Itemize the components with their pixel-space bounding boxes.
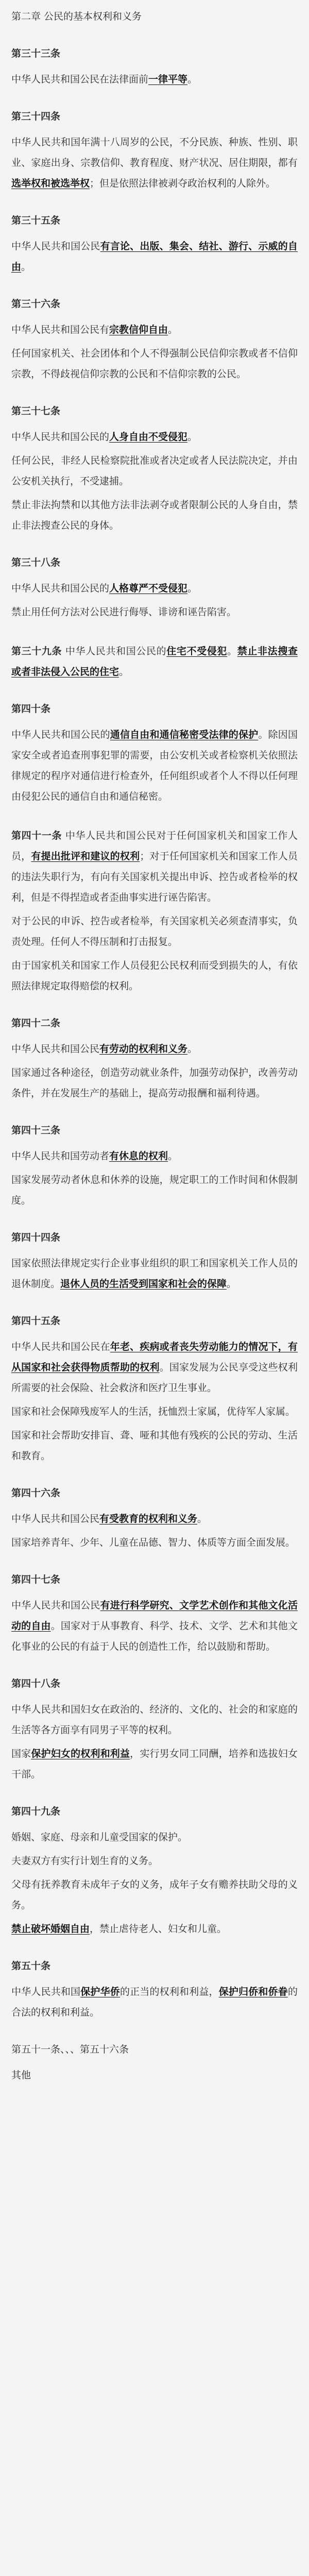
article-title: 第四十八条: [11, 1678, 61, 1689]
highlighted-text: 退休人员的生活受到国家和社会的保障: [60, 1278, 227, 1290]
article: [11, 1229, 298, 1294]
article-paragraph: [11, 1595, 298, 1657]
article-title: 第三十四条: [11, 111, 61, 122]
article-paragraph: [11, 825, 298, 908]
highlighted-text: 通信自由和通信秘密受法律的保护: [110, 729, 259, 740]
article-text: 中华人民共和国公民的: [11, 431, 110, 443]
article-title: 第五十条: [11, 1960, 51, 1972]
article-text: 中华人民共和国公民的: [11, 583, 110, 594]
highlighted-text: 年老、疾病或者丧失劳动能力的情况下，有从国家和社会获得物质帮助的权利: [11, 1341, 298, 1373]
article: [11, 1313, 298, 1466]
article-paragraph: [11, 724, 298, 807]
highlighted-text: 保护归侨和侨眷: [218, 1986, 288, 1997]
article-paragraph: [11, 1919, 298, 1939]
highlighted-text: 禁止非法搜查或者非法侵入公民的住宅: [11, 646, 298, 677]
article: [11, 1015, 298, 1104]
article: [11, 296, 298, 384]
article-text: 。: [21, 261, 31, 273]
article-text: 夫妻双方有实行计划生育的义务。: [11, 1855, 159, 1867]
article-text: ；但是依照法律被剥夺政治权利的人除外。: [90, 178, 276, 189]
article-title: 第四十二条: [11, 1018, 61, 1029]
article-paragraph: [11, 1699, 298, 1740]
highlighted-text: 有提出批评和建议的权利: [31, 851, 140, 862]
article-paragraph: [11, 495, 298, 536]
article-paragraph: [11, 2065, 298, 2086]
article-text: 国家和社会帮助安排盲、聋、哑和其他有残疾的公民的劳动、生活和教育。: [11, 1430, 298, 1462]
article-paragraph: [11, 1039, 298, 1059]
article-text: 。: [227, 1278, 237, 1290]
highlighted-text: 选举权和被选举权: [11, 178, 90, 189]
article-paragraph: [11, 1401, 298, 1422]
highlighted-text: 住宅不受侵犯: [166, 646, 228, 657]
article-paragraph: [11, 1146, 298, 1166]
article-text: ，禁止虐待老人、妇女和儿童。: [90, 1923, 227, 1935]
article-title: 第四十七条: [11, 1574, 61, 1585]
article-text: 中华人民共和国年满十八周岁的公民，不分民族、种族、性别、职业、家庭出身、宗教信仰、教育程度、财产状况、居住期限，都有: [11, 137, 298, 168]
article: [11, 1958, 298, 2023]
article-text: 的合法的权利和利益。: [11, 1986, 298, 2018]
article-text: 国家培养青年、少年、儿童在品德、智力、体质等方面全面发展。: [11, 1537, 296, 1548]
article-title: 第五十一条、、、第五十六条: [11, 2044, 129, 2055]
article-text: 中华人民共和国公民在: [11, 1341, 110, 1352]
article: [11, 2041, 298, 2086]
article-text: 任何公民，非经人民检察院批准或者决定或者人民法院决定，并由公安机关执行，不受逮捕。: [11, 455, 298, 487]
article-text: 。: [187, 74, 198, 85]
article-title: 第三十九条: [11, 646, 62, 657]
article-text: 中华人民共和国公民有: [11, 324, 110, 335]
article: [11, 1803, 298, 1939]
article-text: 。: [187, 583, 198, 594]
highlighted-text: 有休息的权利: [109, 1150, 168, 1162]
article-paragraph: [11, 1874, 298, 1916]
article-paragraph: [11, 578, 298, 599]
article-title: 第三十七条: [11, 405, 61, 417]
article-list: [11, 45, 298, 2086]
article-paragraph: [11, 602, 298, 622]
article-text: 中华人民共和国公民: [11, 1600, 100, 1611]
article-paragraph: [11, 1253, 298, 1294]
article-paragraph: [11, 1062, 298, 1104]
article-paragraph: [11, 641, 298, 682]
article-text: ，实行男女同工同酬，培养和选拔妇女干部。: [11, 1748, 298, 1780]
highlighted-text: 有进行科学研究、文学艺术创作和其他文化活动的自由: [11, 1600, 298, 1632]
article-text: 任何国家机关、社会团体和个人不得强制公民信仰宗教或者不信仰宗教，不得歧视信仰宗教的公民和不信仰宗教的公民。: [11, 348, 298, 380]
highlighted-text: 一律平等: [148, 74, 188, 85]
article-title: 第四十四条: [11, 1232, 61, 1243]
article-text: 中华人民共和国公民的: [11, 729, 110, 740]
highlighted-text: 有劳动的权利和义务: [99, 1043, 188, 1055]
chapter-title: 第二章 公民的基本权利和义务: [11, 11, 142, 22]
article-text: 国家发展劳动者休息和休养的设施，规定职工的工作时间和休假制度。: [11, 1174, 298, 1206]
article-paragraph: [11, 955, 298, 996]
highlighted-text: 保护华侨: [80, 1986, 120, 1997]
article-text: 中华人民共和国: [11, 1986, 81, 1997]
article-text: 中华人民共和国劳动者: [11, 1150, 110, 1162]
article-title: 第四十三条: [11, 1125, 61, 1136]
article-paragraph: [11, 1981, 298, 2023]
article-paragraph: [11, 236, 298, 277]
article-text: 国家和社会保障残废军人的生活，抚恤烈士家属，优待军人家属。: [11, 1406, 296, 1417]
article-title: 第三十八条: [11, 557, 61, 568]
article-text: 。: [168, 1150, 178, 1162]
article-text: 。: [187, 431, 198, 443]
article: [11, 1571, 298, 1657]
article-title: 第三十五条: [11, 215, 61, 226]
article-title: 第四十条: [11, 703, 51, 715]
article-title: 第四十五条: [11, 1315, 61, 1327]
article-title: 第三十六条: [11, 298, 61, 310]
highlighted-text: 人身自由不受侵犯: [109, 431, 188, 443]
article-paragraph: [11, 1743, 298, 1785]
highlighted-text: 有言论、出版、集会、结社、游行、示威的自由: [11, 241, 298, 273]
article: [11, 701, 298, 807]
article-paragraph: [11, 450, 298, 492]
article-text: 对于公民的申诉、控告或者检举，有关国家机关必须查清事实，负责处理。任何人不得压制和打击报复。: [11, 916, 298, 947]
article-text: 中华人民共和国公民: [11, 1043, 100, 1055]
article-text: 。: [227, 646, 237, 657]
highlighted-text: 有受教育的权利和义务: [99, 1513, 198, 1524]
article: [11, 1675, 298, 1785]
article-title: 第四十六条: [11, 1487, 61, 1499]
article-paragraph: [11, 1827, 298, 1848]
article-text: 中华人民共和国公民在法律面前: [11, 74, 149, 85]
article-paragraph: [11, 1851, 298, 1871]
article-text: 国家: [11, 1748, 31, 1759]
article-text: 的正当的权利和利益，: [119, 1986, 219, 1997]
article-paragraph: [11, 1509, 298, 1529]
article-text: 禁止非法拘禁和以其他方法非法剥夺或者限制公民的人身自由，禁止非法搜查公民的身体。: [11, 499, 298, 531]
article-paragraph: [11, 343, 298, 384]
article-title: 第三十三条: [11, 48, 61, 59]
article-text: 中华人民共和国公民的: [65, 646, 167, 657]
article: [11, 825, 298, 996]
article: [11, 403, 298, 536]
article-text: 其他: [11, 2070, 31, 2081]
highlighted-text: 禁止破坏婚姻自由: [11, 1923, 90, 1935]
article-text: 。: [187, 1043, 198, 1055]
highlighted-text: 保护妇女的权利和利益: [31, 1748, 130, 1759]
article-text: 父母有抚养教育未成年子女的义务，成年子女有赡养扶助父母的义务。: [11, 1879, 298, 1911]
article-paragraph: [11, 1336, 298, 1398]
article-paragraph: [11, 69, 298, 90]
article-paragraph: [11, 1170, 298, 1211]
article-text: ；对于任何国家机关和国家工作人员的违法失职行为，有向有关国家机关提出申诉、控告或者检举的权利，但是不得捏造或者歪曲事实进行诬告陷害。: [11, 851, 298, 903]
article-text: 中华人民共和国公民: [11, 241, 100, 252]
article: [11, 212, 298, 277]
article-text: 国家通过各种途径，创造劳动就业条件，加强劳动保护，改善劳动条件，并在发展生产的基础上，提高劳动报酬和福利待遇。: [11, 1067, 298, 1099]
article-text: 中华人民共和国公民: [11, 1513, 100, 1524]
article-text: 国家依照法律规定实行企业事业组织的职工和国家机关工作人员的退休制度。: [11, 1258, 298, 1290]
article-text: 。: [119, 666, 129, 677]
article-text: 禁止用任何方法对公民进行侮辱、诽谤和诬告陷害。: [11, 606, 237, 618]
article: [11, 108, 298, 194]
highlighted-text: 人格尊严不受侵犯: [109, 583, 188, 594]
article-text: 。: [197, 1513, 208, 1524]
article-text: 婚姻、家庭、母亲和儿童受国家的保护。: [11, 1832, 188, 1843]
article-text: 。除因国家安全或者追查刑事犯罪的需要，由公安机关或者检察机关依照法律规定的程序对通信进行检查外，任何组织或者个人不得以任何理由侵犯公民的通信自由和通信秘密。: [11, 729, 298, 802]
article-text: 由于国家机关和国家工作人员侵犯公民权利而受到损失的人，有依照法律规定取得赔偿的权利。: [11, 960, 298, 992]
article-paragraph: [11, 911, 298, 952]
article-text: 。国家对于从事教育、科学、技术、文学、艺术和其他文化事业的公民的有益于人民的创造性工作，给以鼓励和帮助。: [11, 1620, 298, 1652]
article-text: 。国家发展为公民享受这些权利所需要的社会保险、社会救济和医疗卫生事业。: [11, 1362, 298, 1394]
article: [11, 554, 298, 622]
article-paragraph: [11, 1425, 298, 1466]
article-title: 第四十一条: [11, 830, 62, 841]
article-text: 中华人民共和国妇女在政治的、经济的、文化的、社会的和家庭的生活等各方面享有同男子平等的权利。: [11, 1704, 298, 1736]
article-paragraph: [11, 132, 298, 194]
article: [11, 1122, 298, 1211]
article-paragraph: [11, 1532, 298, 1553]
article-text: 。: [168, 324, 178, 335]
article: [11, 641, 298, 682]
article: [11, 45, 298, 90]
article-paragraph: [11, 319, 298, 340]
article-paragraph: [11, 427, 298, 447]
article-text: 中华人民共和国公民对于任何国家机关和国家工作人员，: [11, 830, 298, 862]
article-title: 第四十九条: [11, 1806, 61, 1817]
highlighted-text: 宗教信仰自由: [109, 324, 168, 335]
article: [11, 1485, 298, 1553]
